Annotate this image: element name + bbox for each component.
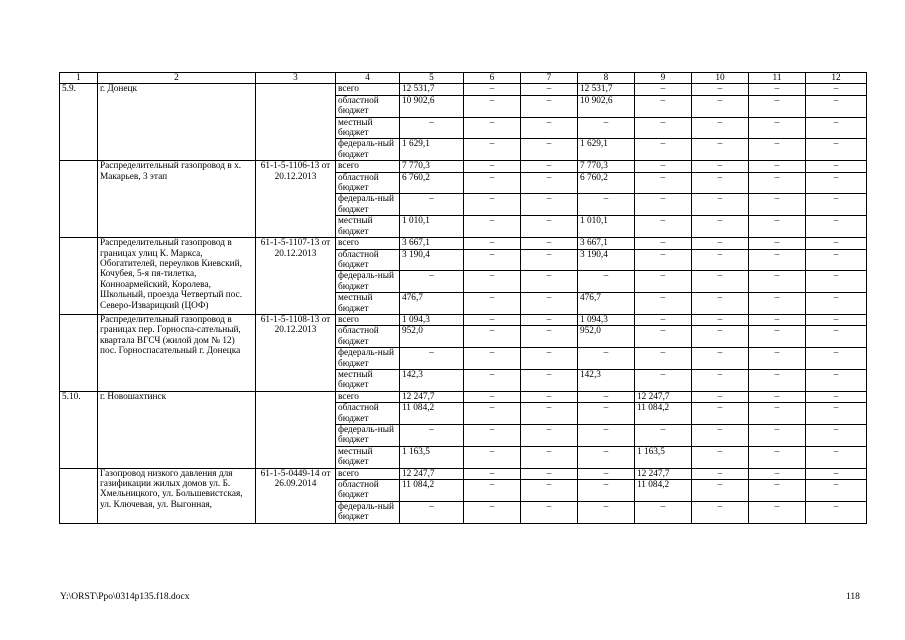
value-col-8: – <box>578 468 635 479</box>
value-col-11: – <box>749 117 806 139</box>
value-col-12: – <box>806 446 867 468</box>
value-col-6: – <box>464 391 521 402</box>
value-col-6: – <box>464 249 521 271</box>
value-col-7: – <box>521 172 578 194</box>
value-col-10: – <box>692 326 749 348</box>
table-row <box>60 391 867 402</box>
value-col-9: 12 247,7 <box>635 391 692 402</box>
value-col-5: 12 247,7 <box>400 391 464 402</box>
header-cell-12: 12 <box>806 73 867 84</box>
object-name: Газопровод низкого давления для газификации жилых домов ул. Б. Хмельницкого, ул. Большевистская, ул. Ключевая, ул. Выгонная, <box>98 468 256 523</box>
row-number <box>60 314 98 391</box>
value-col-12: – <box>806 425 867 447</box>
value-col-12: – <box>806 369 867 391</box>
value-col-12: – <box>806 348 867 370</box>
value-col-5: 12 247,7 <box>400 468 464 479</box>
value-col-8: – <box>578 271 635 293</box>
value-col-10: – <box>692 117 749 139</box>
value-col-5: – <box>400 194 464 216</box>
value-col-7: – <box>521 425 578 447</box>
value-col-11: – <box>749 480 806 502</box>
funding-source: местный бюджет <box>336 369 400 391</box>
value-col-6: – <box>464 293 521 315</box>
header-cell-11: 11 <box>749 73 806 84</box>
value-col-5: 3 667,1 <box>400 238 464 249</box>
value-col-5: 1 629,1 <box>400 139 464 161</box>
value-col-11: – <box>749 95 806 117</box>
value-col-10: – <box>692 271 749 293</box>
value-col-9: – <box>635 117 692 139</box>
value-col-6: – <box>464 95 521 117</box>
funding-source: областной бюджет <box>336 326 400 348</box>
funding-source: всего <box>336 161 400 172</box>
value-col-5: 476,7 <box>400 293 464 315</box>
value-col-7: – <box>521 117 578 139</box>
value-col-12: – <box>806 501 867 523</box>
value-col-6: – <box>464 314 521 325</box>
value-col-8: 6 760,2 <box>578 172 635 194</box>
value-col-7: – <box>521 271 578 293</box>
funding-source: областной бюджет <box>336 403 400 425</box>
value-col-9: – <box>635 194 692 216</box>
value-col-9: 11 084,2 <box>635 403 692 425</box>
table-row <box>60 161 867 172</box>
table-row <box>60 238 867 249</box>
value-col-5: 142,3 <box>400 369 464 391</box>
funding-source: местный бюджет <box>336 293 400 315</box>
document-number <box>256 391 336 468</box>
value-col-11: – <box>749 468 806 479</box>
value-col-12: – <box>806 238 867 249</box>
value-col-7: – <box>521 468 578 479</box>
value-col-8: – <box>578 348 635 370</box>
value-col-11: – <box>749 271 806 293</box>
header-cell-6: 6 <box>464 73 521 84</box>
value-col-9: – <box>635 348 692 370</box>
header-cell-2: 2 <box>98 73 256 84</box>
row-number: 5.9. <box>60 84 98 161</box>
value-col-5: 1 094,3 <box>400 314 464 325</box>
funding-source: федераль-ный бюджет <box>336 501 400 523</box>
value-col-12: – <box>806 172 867 194</box>
value-col-10: – <box>692 446 749 468</box>
funding-source: местный бюджет <box>336 117 400 139</box>
value-col-12: – <box>806 84 867 95</box>
header-cell-5: 5 <box>400 73 464 84</box>
value-col-12: – <box>806 194 867 216</box>
value-col-8: 476,7 <box>578 293 635 315</box>
value-col-7: – <box>521 403 578 425</box>
value-col-7: – <box>521 314 578 325</box>
value-col-11: – <box>749 249 806 271</box>
value-col-10: – <box>692 501 749 523</box>
value-col-5: 6 760,2 <box>400 172 464 194</box>
header-cell-8: 8 <box>578 73 635 84</box>
value-col-6: – <box>464 172 521 194</box>
value-col-6: – <box>464 84 521 95</box>
value-col-10: – <box>692 391 749 402</box>
value-col-10: – <box>692 161 749 172</box>
value-col-11: – <box>749 216 806 238</box>
value-col-10: – <box>692 249 749 271</box>
value-col-10: – <box>692 194 749 216</box>
value-col-9: – <box>635 95 692 117</box>
value-col-8: – <box>578 446 635 468</box>
value-col-10: – <box>692 84 749 95</box>
value-col-9: – <box>635 238 692 249</box>
value-col-5: 7 770,3 <box>400 161 464 172</box>
value-col-11: – <box>749 139 806 161</box>
value-col-9: – <box>635 293 692 315</box>
value-col-9: – <box>635 139 692 161</box>
header-cell-1: 1 <box>60 73 98 84</box>
value-col-12: – <box>806 95 867 117</box>
value-col-8: 952,0 <box>578 326 635 348</box>
value-col-7: – <box>521 161 578 172</box>
value-col-7: – <box>521 84 578 95</box>
value-col-6: – <box>464 326 521 348</box>
value-col-10: – <box>692 348 749 370</box>
header-cell-10: 10 <box>692 73 749 84</box>
funding-source: всего <box>336 468 400 479</box>
value-col-7: – <box>521 446 578 468</box>
value-col-7: – <box>521 391 578 402</box>
value-col-6: – <box>464 348 521 370</box>
funding-source: областной бюджет <box>336 249 400 271</box>
value-col-6: – <box>464 271 521 293</box>
value-col-6: – <box>464 139 521 161</box>
value-col-6: – <box>464 403 521 425</box>
funding-source: федераль-ный бюджет <box>336 425 400 447</box>
value-col-6: – <box>464 501 521 523</box>
value-col-9: – <box>635 425 692 447</box>
funding-source: федераль-ный бюджет <box>336 271 400 293</box>
header-cell-9: 9 <box>635 73 692 84</box>
value-col-8: – <box>578 391 635 402</box>
value-col-11: – <box>749 172 806 194</box>
object-name: Распределительный газопровод в границах пер. Горноспа-сательный, квартала ВГСЧ (жилой дом № 12) пос. Горноспасательный г. Донецка <box>98 314 256 391</box>
object-name: Распределительный газопровод в границах улиц К. Маркса, Обогатителей, переулков Киевский, Кочубея, 5-я пя-тилетка, Конноармейский, Королева, Школьный, проезда Четвертый пос. Северо-Изварицкий (ЦОФ) <box>98 238 256 315</box>
value-col-5: – <box>400 501 464 523</box>
value-col-8: – <box>578 194 635 216</box>
document-number: 61-1-5-1107-13 от 20.12.2013 <box>256 238 336 315</box>
value-col-6: – <box>464 446 521 468</box>
table-row <box>60 468 867 479</box>
value-col-11: – <box>749 293 806 315</box>
value-col-7: – <box>521 249 578 271</box>
funding-source: всего <box>336 84 400 95</box>
value-col-9: 11 084,2 <box>635 480 692 502</box>
value-col-9: 12 247,7 <box>635 468 692 479</box>
row-number <box>60 238 98 315</box>
value-col-10: – <box>692 369 749 391</box>
value-col-12: – <box>806 293 867 315</box>
value-col-10: – <box>692 403 749 425</box>
value-col-8: – <box>578 403 635 425</box>
value-col-7: – <box>521 480 578 502</box>
value-col-8: 3 190,4 <box>578 249 635 271</box>
document-number: 61-1-5-1108-13 от 20.12.2013 <box>256 314 336 391</box>
value-col-12: – <box>806 480 867 502</box>
funding-source: федераль-ный бюджет <box>336 139 400 161</box>
value-col-8: – <box>578 425 635 447</box>
value-col-10: – <box>692 238 749 249</box>
value-col-11: – <box>749 161 806 172</box>
value-col-6: – <box>464 117 521 139</box>
value-col-5: 10 902,6 <box>400 95 464 117</box>
header-cell-7: 7 <box>521 73 578 84</box>
value-col-9: – <box>635 172 692 194</box>
document-number: 61-1-5-1106-13 от 20.12.2013 <box>256 161 336 238</box>
header-cell-4: 4 <box>336 73 400 84</box>
header-cell-3: 3 <box>256 73 336 84</box>
value-col-10: – <box>692 293 749 315</box>
value-col-10: – <box>692 425 749 447</box>
value-col-10: – <box>692 216 749 238</box>
funding-source: всего <box>336 314 400 325</box>
value-col-6: – <box>464 161 521 172</box>
table-row <box>60 314 867 325</box>
value-col-11: – <box>749 314 806 325</box>
value-col-6: – <box>464 238 521 249</box>
funding-source: областной бюджет <box>336 172 400 194</box>
object-name: г. Донецк <box>98 84 256 161</box>
value-col-12: – <box>806 468 867 479</box>
value-col-5: 11 084,2 <box>400 403 464 425</box>
object-name: г. Новошахтинск <box>98 391 256 468</box>
budget-table <box>59 72 867 524</box>
value-col-11: – <box>749 238 806 249</box>
value-col-10: – <box>692 468 749 479</box>
value-col-8: 10 902,6 <box>578 95 635 117</box>
value-col-5: 11 084,2 <box>400 480 464 502</box>
value-col-12: – <box>806 216 867 238</box>
funding-source: областной бюджет <box>336 95 400 117</box>
value-col-12: – <box>806 161 867 172</box>
value-col-12: – <box>806 391 867 402</box>
document-number: 61-1-5-0449-14 от 26.09.2014 <box>256 468 336 523</box>
value-col-10: – <box>692 95 749 117</box>
value-col-9: – <box>635 501 692 523</box>
value-col-10: – <box>692 314 749 325</box>
value-col-7: – <box>521 293 578 315</box>
value-col-9: – <box>635 326 692 348</box>
value-col-9: – <box>635 249 692 271</box>
value-col-11: – <box>749 425 806 447</box>
value-col-8: 12 531,7 <box>578 84 635 95</box>
table-row <box>60 84 867 95</box>
value-col-9: – <box>635 161 692 172</box>
value-col-6: – <box>464 194 521 216</box>
value-col-6: – <box>464 480 521 502</box>
value-col-7: – <box>521 501 578 523</box>
value-col-12: – <box>806 403 867 425</box>
value-col-6: – <box>464 425 521 447</box>
value-col-11: – <box>749 446 806 468</box>
value-col-5: 952,0 <box>400 326 464 348</box>
value-col-8: – <box>578 480 635 502</box>
value-col-7: – <box>521 216 578 238</box>
value-col-7: – <box>521 369 578 391</box>
value-col-6: – <box>464 369 521 391</box>
value-col-12: – <box>806 139 867 161</box>
value-col-5: 3 190,4 <box>400 249 464 271</box>
value-col-5: 12 531,7 <box>400 84 464 95</box>
value-col-8: – <box>578 501 635 523</box>
footer-page-number: 118 <box>846 592 860 602</box>
value-col-8: 1 010,1 <box>578 216 635 238</box>
value-col-12: – <box>806 249 867 271</box>
value-col-11: – <box>749 369 806 391</box>
value-col-9: – <box>635 271 692 293</box>
value-col-6: – <box>464 216 521 238</box>
value-col-9: – <box>635 216 692 238</box>
value-col-7: – <box>521 95 578 117</box>
value-col-5: – <box>400 348 464 370</box>
value-col-5: – <box>400 271 464 293</box>
value-col-7: – <box>521 238 578 249</box>
funding-source: областной бюджет <box>336 480 400 502</box>
value-col-12: – <box>806 271 867 293</box>
value-col-7: – <box>521 326 578 348</box>
value-col-11: – <box>749 348 806 370</box>
value-col-7: – <box>521 194 578 216</box>
value-col-9: – <box>635 314 692 325</box>
value-col-11: – <box>749 501 806 523</box>
value-col-8: – <box>578 117 635 139</box>
value-col-8: 1 094,3 <box>578 314 635 325</box>
value-col-7: – <box>521 139 578 161</box>
value-col-8: 7 770,3 <box>578 161 635 172</box>
value-col-11: – <box>749 403 806 425</box>
value-col-11: – <box>749 391 806 402</box>
row-number <box>60 161 98 238</box>
funding-source: федераль-ный бюджет <box>336 194 400 216</box>
value-col-12: – <box>806 314 867 325</box>
value-col-5: – <box>400 117 464 139</box>
value-col-5: – <box>400 425 464 447</box>
value-col-12: – <box>806 117 867 139</box>
value-col-9: – <box>635 84 692 95</box>
row-number <box>60 468 98 523</box>
value-col-10: – <box>692 172 749 194</box>
value-col-10: – <box>692 480 749 502</box>
funding-source: местный бюджет <box>336 216 400 238</box>
object-name: Распределительный газопровод в х. Макарьев, 3 этап <box>98 161 256 238</box>
value-col-6: – <box>464 468 521 479</box>
table-body <box>60 73 867 524</box>
value-col-5: 1 163,5 <box>400 446 464 468</box>
value-col-11: – <box>749 84 806 95</box>
value-col-12: – <box>806 326 867 348</box>
value-col-11: – <box>749 194 806 216</box>
funding-source: федераль-ный бюджет <box>336 348 400 370</box>
value-col-10: – <box>692 139 749 161</box>
value-col-11: – <box>749 326 806 348</box>
value-col-5: 1 010,1 <box>400 216 464 238</box>
value-col-8: 3 667,1 <box>578 238 635 249</box>
document-number <box>256 84 336 161</box>
value-col-9: 1 163,5 <box>635 446 692 468</box>
header-row <box>60 73 867 84</box>
value-col-7: – <box>521 348 578 370</box>
footer-file-path: Y:\ORST\Ppo\0314p135.f18.docx <box>60 592 190 602</box>
funding-source: всего <box>336 391 400 402</box>
funding-source: местный бюджет <box>336 446 400 468</box>
value-col-8: 142,3 <box>578 369 635 391</box>
value-col-8: 1 629,1 <box>578 139 635 161</box>
row-number: 5.10. <box>60 391 98 468</box>
value-col-9: – <box>635 369 692 391</box>
funding-source: всего <box>336 238 400 249</box>
